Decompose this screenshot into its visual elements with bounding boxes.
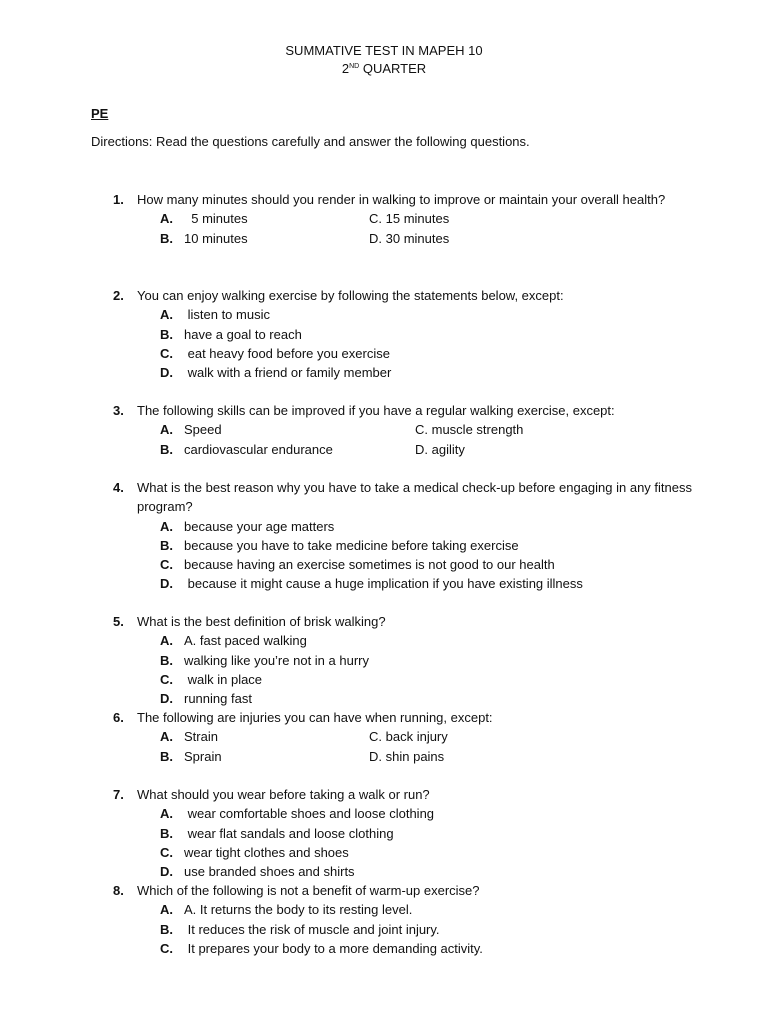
document-header [0,42,768,78]
option-c: C. walk in place [160,671,263,687]
option-c: C. muscle strength [415,422,524,438]
test-title: SUMMATIVE TEST IN MAPEH 10 [285,43,483,58]
question-number: 8. [113,883,124,898]
option-c: C. back injury [369,729,448,745]
options-list [160,727,713,766]
question-text: How many minutes should you render in walking to improve or maintain your overall health? [137,192,666,207]
question-number: 7. [113,787,124,802]
option-a: A. Strain [160,729,218,745]
option-c: C. It prepares your body to a more demanding activity. [160,940,483,956]
option-c: C. eat heavy food before you exercise [160,345,390,361]
question-text: Which of the following is not a benefit of warm-up exercise? [137,883,480,898]
section-heading: PE [91,106,109,121]
question-text: What is the best reason why you have to take a medical check-up before engaging in any fitness program? [137,480,692,515]
option-c: C. wear tight clothes and shoes [160,844,349,860]
option-b: B. 10 minutes [160,230,248,246]
option-b: B. walking like you’re not in a hurry [160,652,369,668]
options-list [160,517,713,594]
option-b: B. wear flat sandals and loose clothing [160,825,394,841]
quarter-number: 2 [341,61,350,76]
option-c: C. because having an exercise sometimes is not good to our health [160,557,555,573]
option-b: B. because you have to take medicine before taking exercise [160,537,519,553]
question-5 [113,612,713,708]
quarter-word: QUARTER [362,61,427,76]
option-a: A. A. It returns the body to its resting level. [160,902,413,918]
options-list [160,420,713,459]
question-text: What is the best definition of brisk walking? [137,614,386,629]
option-b: B. It reduces the risk of muscle and joint injury. [160,921,440,937]
question-1 [113,190,713,248]
options-list [160,305,713,382]
options-list [160,804,713,881]
question-8 [113,881,713,958]
options-list [160,631,713,708]
question-number: 5. [113,614,124,629]
question-7 [113,785,713,881]
option-a: A. listen to music [160,307,270,323]
option-d: D. agility [415,441,465,457]
question-number: 6. [113,710,124,725]
options-list [160,209,713,248]
question-text: You can enjoy walking exercise by following the statements below, except: [137,288,564,303]
question-text: The following skills can be improved if you have a regular walking exercise, except: [137,403,615,418]
question-number: 3. [113,403,124,418]
option-a: A. 5 minutes [160,211,248,227]
option-d: D. running fast [160,691,252,707]
option-a: A. A. fast paced walking [160,633,307,649]
option-a: A. wear comfortable shoes and loose clothing [160,806,435,822]
option-d: D. shin pains [369,748,445,764]
option-d: D. 30 minutes [369,230,450,246]
options-list [160,900,713,958]
question-3 [113,401,713,459]
question-6 [113,708,713,766]
option-d: D. because it might cause a huge implication if you have existing illness [160,576,583,592]
question-number: 2. [113,288,124,303]
question-text: The following are injuries you can have when running, except: [137,710,493,725]
option-c: C. 15 minutes [369,211,450,227]
option-b: B. cardiovascular endurance [160,441,333,457]
option-d: D. walk with a friend or family member [160,365,392,381]
question-number: 4. [113,480,124,495]
option-b: B. have a goal to reach [160,326,302,342]
question-2 [113,286,713,382]
question-text: What should you wear before taking a walk or run? [137,787,430,802]
question-number: 1. [113,192,124,207]
option-a: A. Speed [160,422,222,438]
quarter-label [0,60,768,78]
option-b: B. Sprain [160,748,222,764]
quarter-ordinal-suffix: ND [349,63,360,70]
option-d: D. use branded shoes and shirts [160,864,355,880]
option-a: A. because your age matters [160,518,335,534]
directions-text: Directions: Read the questions carefully and answer the following questions. [91,134,530,149]
question-4 [113,478,713,594]
